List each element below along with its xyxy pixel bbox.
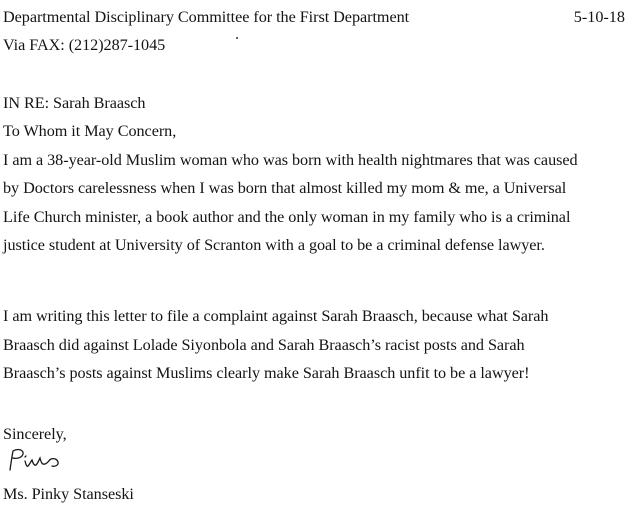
paragraph1-line: by Doctors carelessness when I was born that almost killed my mom & me, a Universal bbox=[3, 179, 567, 197]
committee-name: Departmental Disciplinary Committee for the First Department bbox=[3, 8, 410, 26]
paragraph1-line: justice student at University of Scranton with a goal to be a criminal defense lawyer. bbox=[3, 236, 545, 254]
re-line: IN RE: Sarah Braasch bbox=[3, 94, 146, 112]
letter-date: 5-10-18 bbox=[573, 8, 625, 26]
scan-speck bbox=[236, 37, 238, 39]
salutation: To Whom it May Concern, bbox=[3, 122, 177, 140]
paragraph1-line: Life Church minister, a book author and the only woman in my family who is a criminal bbox=[3, 208, 571, 226]
signer-name: Ms. Pinky Stanseski bbox=[3, 485, 134, 503]
handwritten-signature bbox=[4, 446, 74, 476]
paragraph1-line: I am a 38-year-old Muslim woman who was born with health nightmares that was caused bbox=[3, 151, 578, 169]
fax-number: Via FAX: (212)287-1045 bbox=[3, 36, 166, 54]
paragraph2-line: I am writing this letter to file a complaint against Sarah Braasch, because what Sarah bbox=[3, 307, 549, 325]
paragraph2-line: Braasch did against Lolade Siyonbola and Sarah Braasch’s racist posts and Sarah bbox=[3, 336, 525, 354]
closing: Sincerely, bbox=[3, 425, 67, 443]
paragraph2-line: Braasch’s posts against Muslims clearly make Sarah Braasch unfit to be a lawyer! bbox=[3, 364, 530, 382]
